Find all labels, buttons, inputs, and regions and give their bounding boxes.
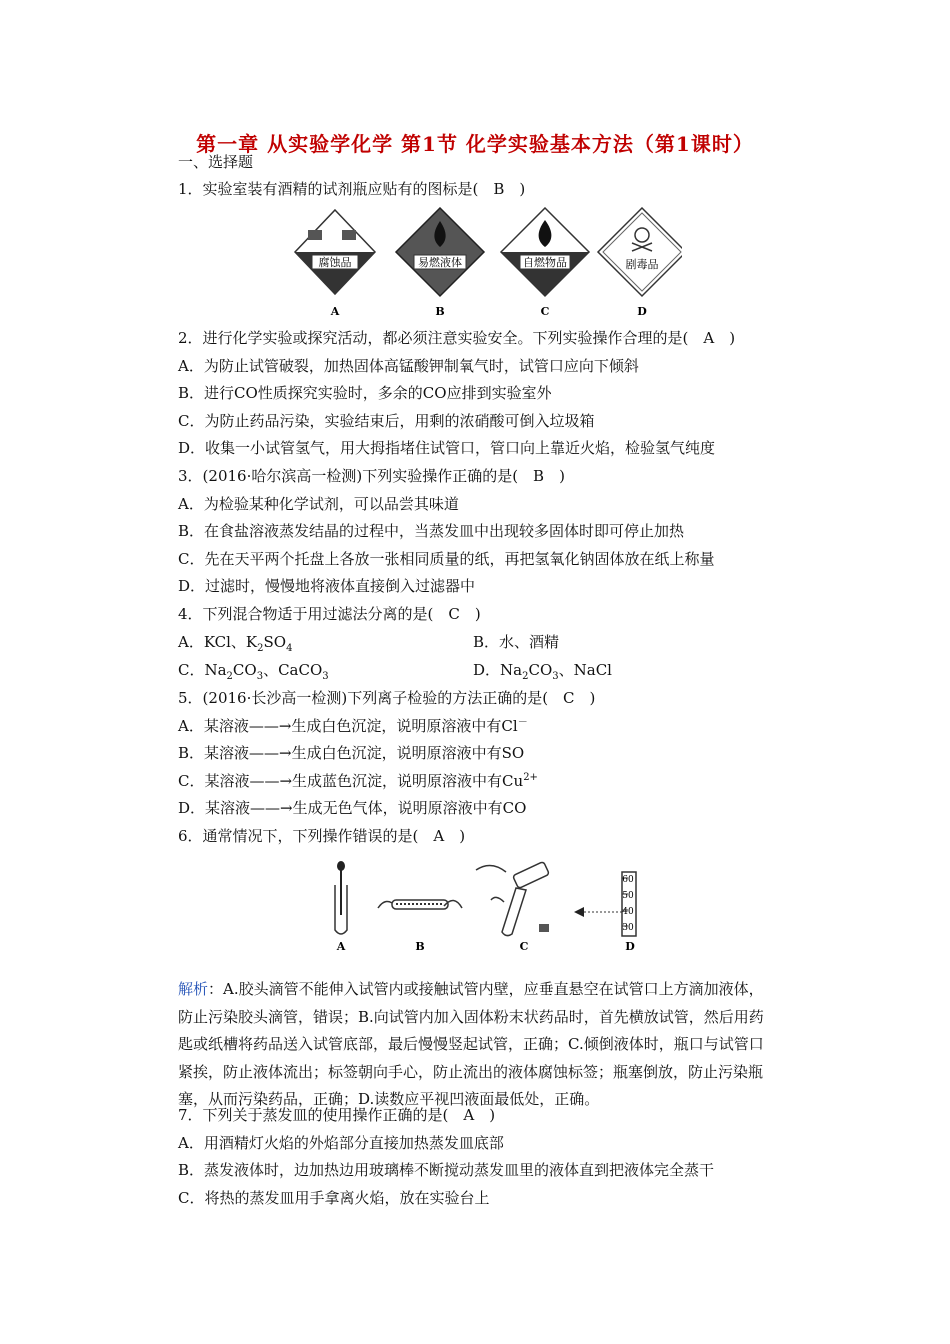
svg-text:60: 60	[622, 875, 634, 885]
sign-letter: A	[330, 305, 340, 318]
q2-option-b: B．进行CO性质探究实验时，多余的CO应排到实验室外	[178, 384, 552, 402]
q5-option-a: A．某溶液——→生成白色沉淀，说明原溶液中有Cl－	[178, 717, 528, 735]
analysis-label: 解析	[178, 980, 209, 998]
q3-option-d: D．过滤时，慢慢地将液体直接倒入过滤器中	[178, 577, 476, 595]
q2-option-c: C．为防止药品污染，实验结束后，用剩的浓硝酸可倒入垃圾箱	[178, 412, 595, 430]
pouring-liquid-diagram	[476, 861, 549, 952]
question-7: 7．下列关于蒸发皿的使用操作正确的是( A )	[178, 1106, 496, 1124]
question-6: 6．通常情况下，下列操作错误的是( A )	[178, 827, 466, 845]
sign-letter: C	[540, 305, 550, 318]
q7-option-a: A．用酒精灯火焰的外焰部分直接加热蒸发皿底部	[178, 1134, 504, 1152]
svg-text:50: 50	[622, 891, 634, 901]
sign-letter: D	[637, 305, 647, 318]
question-1: 1．实验室装有酒精的试剂瓶应贴有的图标是( B )	[178, 180, 526, 198]
q4-option-d: D．$Na_2CO_3$、NaCl	[473, 661, 612, 682]
dropper-in-tube-diagram	[335, 861, 347, 952]
sign-label: 腐蚀品	[318, 256, 352, 269]
svg-text:40: 40	[622, 907, 634, 917]
svg-text:A: A	[336, 940, 346, 952]
q5-option-b: B．某溶液——→生成白色沉淀，说明原溶液中有SO	[178, 744, 525, 762]
q5-option-c: C．某溶液——→生成蓝色沉淀，说明原溶液中有$Cu^{2+}$	[178, 772, 538, 790]
q7-option-b: B．蒸发液体时，边加热边用玻璃棒不断搅动蒸发皿里的液体直到把液体完全蒸干	[178, 1161, 715, 1179]
q3-option-a: A．为检验某种化学试剂，可以品尝其味道	[178, 495, 459, 513]
q2-option-d: D．收集一小试管氢气，用大拇指堵住试管口，管口向上靠近火焰，检验氢气纯度	[178, 439, 716, 457]
svg-text:30: 30	[622, 923, 634, 933]
question-3: 3．(2016·哈尔滨高一检测)下列实验操作正确的是( B )	[178, 467, 565, 485]
spontaneous-combustion-sign	[501, 208, 589, 318]
svg-text:D: D	[625, 940, 635, 952]
q4-option-a: A．KCl、$K_2SO_4$	[178, 633, 293, 654]
q2-option-a: A．为防止试管破裂，加热固体高锰酸钾制氧气时，试管口应向下倾斜	[178, 357, 639, 375]
q7-option-c: C．将热的蒸发皿用手拿离火焰，放在实验台上	[178, 1189, 490, 1207]
powder-loading-diagram	[378, 900, 462, 952]
sign-letter: B	[435, 305, 445, 318]
hazard-signs-figure	[292, 207, 682, 319]
q5-option-d: D．某溶液——→生成无色气体，说明原溶液中有CO	[178, 799, 527, 817]
question-4: 4．下列混合物适于用过滤法分离的是( C )	[178, 605, 481, 623]
q3-option-c: C．先在天平两个托盘上各放一张相同质量的纸，再把氢氧化钠固体放在纸上称量	[178, 550, 715, 568]
svg-text:B: B	[415, 940, 425, 952]
svg-text:C: C	[519, 940, 529, 952]
flammable-liquid-sign	[396, 208, 484, 318]
analysis-paragraph: 解析：A.胶头滴管不能伸入试管内或接触试管内壁，应垂直悬空在试管口上方滴加液体，防止污染胶头滴管，错误；B.向试管内加入固体粉末状药品时，首先横放试管，然后用药匙或纸槽将药品送入试管底部，最后慢慢竖起试管，正确；C.倾倒液体时，瓶口与试管口紧挨，防止液体流出；标签朝向手心，防止流出的液体腐蚀标签；瓶塞倒放，防止污染瓶塞，从而污染药品，正确；D.读数应平视凹液面最低处，正确。	[178, 980, 764, 1108]
question-2: 2．进行化学实验或探究活动，都必须注意实验安全。下列实验操作合理的是( A )	[178, 329, 736, 347]
section-heading: 一、选择题	[178, 153, 254, 171]
q3-option-b: B．在食盐溶液蒸发结晶的过程中，当蒸发皿中出现较多固体时即可停止加热	[178, 522, 685, 540]
sign-label: 易燃液体	[418, 256, 462, 269]
sign-label: 自燃物品	[523, 256, 567, 269]
page-title: 第一章 从实验学化学 第1节 化学实验基本方法（第1课时）	[196, 132, 754, 156]
corrosive-sign	[295, 210, 375, 318]
question-5: 5．(2016·长沙高一检测)下列离子检验的方法正确的是( C )	[178, 689, 596, 707]
graduated-cylinder-diagram	[574, 872, 636, 952]
sign-label: 剧毒品	[625, 258, 659, 271]
q4-option-b: B．水、酒精	[473, 633, 560, 651]
q4-option-c: C．$Na_2CO_3$、CaCO$_3$	[178, 661, 329, 682]
lab-operations-figure	[326, 860, 646, 952]
toxic-sign	[598, 208, 682, 318]
